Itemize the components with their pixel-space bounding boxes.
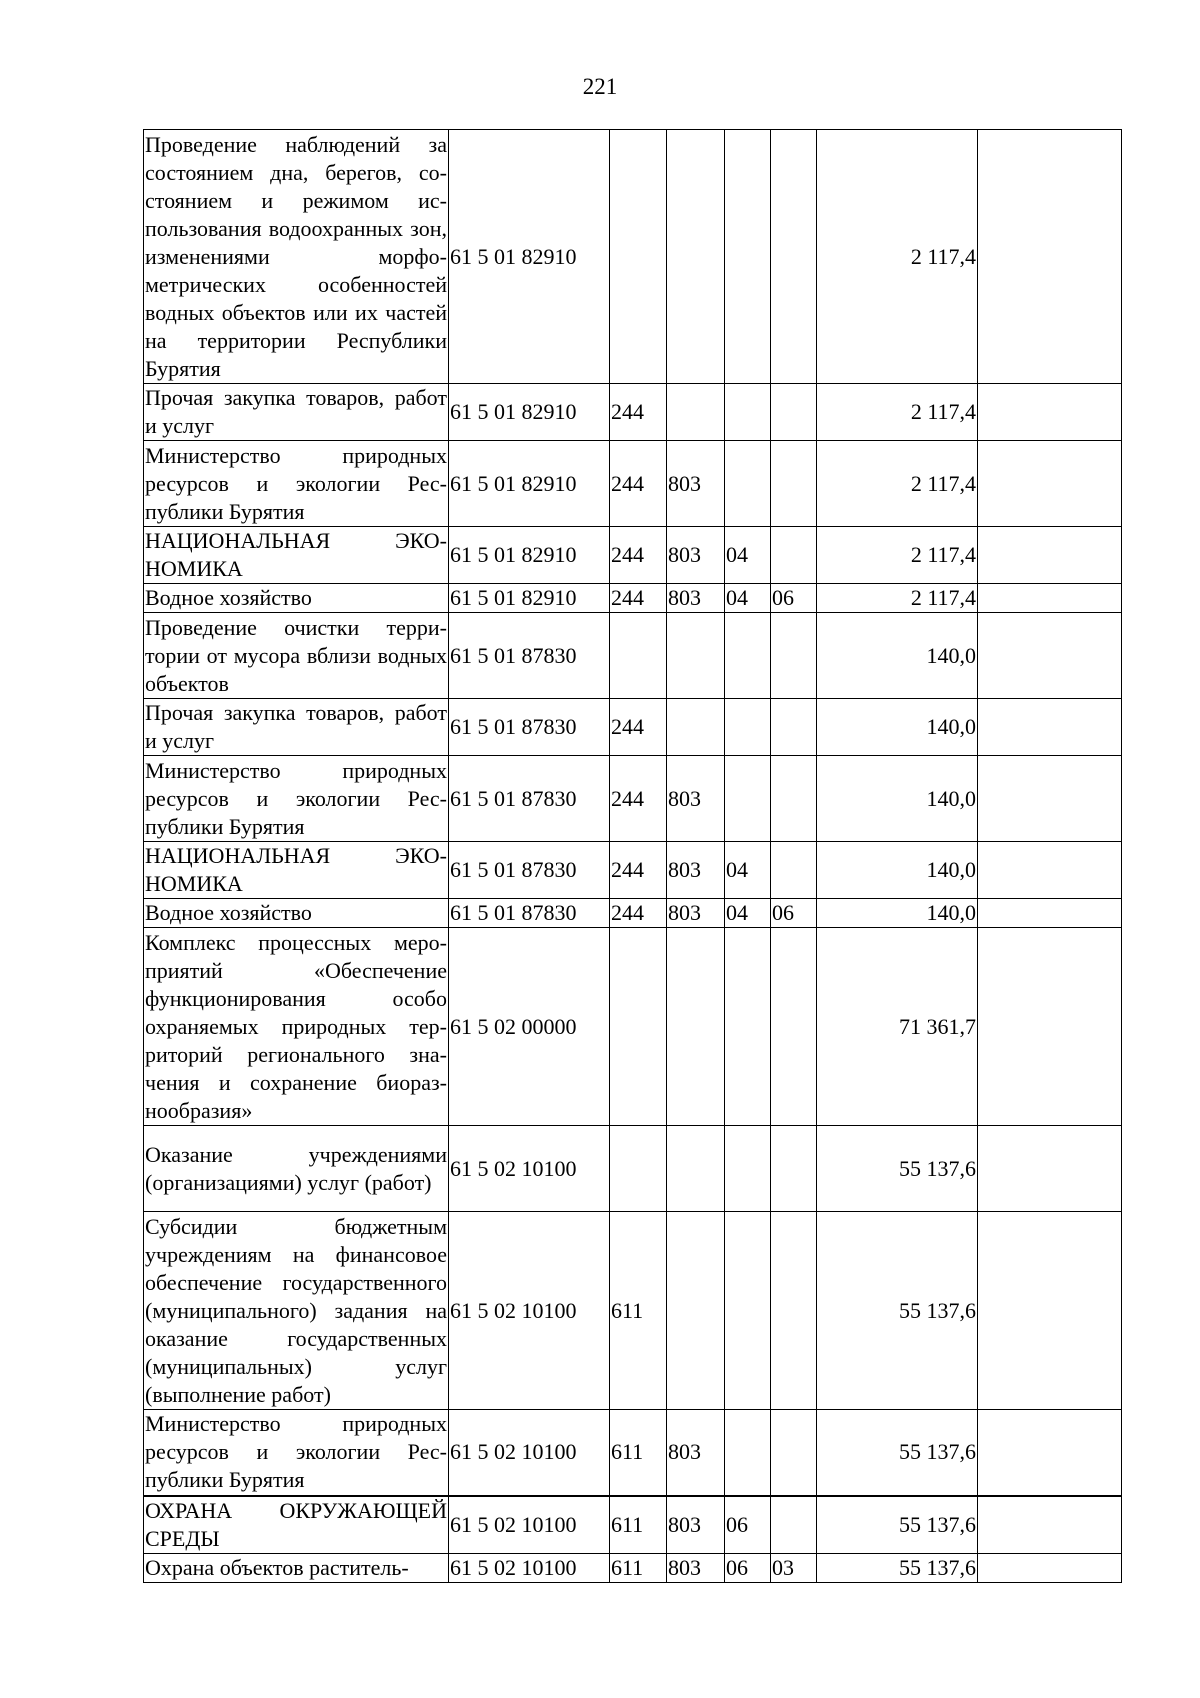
row-name: Прочая закупка товаров, работ и услуг	[144, 384, 449, 441]
row-expense-type: 611	[610, 1553, 667, 1582]
row-target-code: 61 5 01 87830	[449, 899, 610, 928]
row-target-code: 61 5 01 82910	[449, 527, 610, 584]
row-name: Проведение очистки территории от мусора вблизи водных объектов	[144, 613, 449, 699]
row-section	[725, 928, 771, 1126]
row-subsection	[771, 1410, 817, 1496]
row-name: Оказание учреждениями (организациями) услуг (работ)	[144, 1126, 449, 1212]
row-section: 04	[725, 899, 771, 928]
row-empty-cell	[978, 756, 1122, 842]
row-amount: 140,0	[817, 899, 978, 928]
row-section	[725, 441, 771, 527]
row-amount: 55 137,6	[817, 1410, 978, 1496]
row-empty-cell	[978, 1410, 1122, 1496]
row-target-code: 61 5 01 87830	[449, 699, 610, 756]
row-name: Водное хозяйство	[144, 584, 449, 613]
budget-table	[143, 129, 1122, 1583]
row-ministry-code	[667, 1126, 725, 1212]
row-target-code: 61 5 02 10100	[449, 1212, 610, 1410]
page-number: 221	[582, 74, 618, 99]
row-name: Субсидии бюджетным учреждениям на финансовое обеспечение государственного (муниципального) задания на оказание государственных (муниципальных) услуг (выполнение работ)	[144, 1212, 449, 1410]
row-empty-cell	[978, 527, 1122, 584]
row-amount: 2 117,4	[817, 130, 978, 384]
row-name: Комплекс процессных мероприятий «Обеспечение функционирования особо охраняемых природных территорий регионального значения и сохранение биоразнообразия»	[144, 928, 449, 1126]
table-row	[144, 928, 1122, 1126]
row-target-code: 61 5 02 10100	[449, 1126, 610, 1212]
row-ministry-code: 803	[667, 1496, 725, 1554]
row-name: Министерство природных ресурсов и экологии Республики Бурятия	[144, 1410, 449, 1496]
row-expense-type: 244	[610, 699, 667, 756]
table-row	[144, 1553, 1122, 1582]
row-ministry-code: 803	[667, 584, 725, 613]
row-target-code: 61 5 01 82910	[449, 130, 610, 384]
row-subsection	[771, 1126, 817, 1212]
row-amount: 140,0	[817, 699, 978, 756]
row-expense-type: 611	[610, 1496, 667, 1554]
budget-table-body	[144, 130, 1122, 1583]
row-ministry-code: 803	[667, 1553, 725, 1582]
row-ministry-code: 803	[667, 1410, 725, 1496]
row-subsection	[771, 1496, 817, 1554]
table-row	[144, 899, 1122, 928]
table-row	[144, 1410, 1122, 1496]
row-subsection	[771, 613, 817, 699]
row-empty-cell	[978, 384, 1122, 441]
row-section	[725, 699, 771, 756]
row-ministry-code	[667, 699, 725, 756]
row-expense-type	[610, 1126, 667, 1212]
row-target-code: 61 5 01 87830	[449, 613, 610, 699]
row-ministry-code	[667, 130, 725, 384]
row-target-code: 61 5 02 10100	[449, 1496, 610, 1554]
row-empty-cell	[978, 584, 1122, 613]
row-section	[725, 1126, 771, 1212]
row-amount: 55 137,6	[817, 1212, 978, 1410]
row-section: 04	[725, 842, 771, 899]
row-empty-cell	[978, 842, 1122, 899]
row-target-code: 61 5 01 87830	[449, 756, 610, 842]
row-amount: 55 137,6	[817, 1553, 978, 1582]
table-row	[144, 842, 1122, 899]
row-empty-cell	[978, 441, 1122, 527]
row-empty-cell	[978, 699, 1122, 756]
table-row	[144, 130, 1122, 384]
row-amount: 140,0	[817, 756, 978, 842]
row-section	[725, 613, 771, 699]
table-row	[144, 441, 1122, 527]
row-ministry-code: 803	[667, 441, 725, 527]
row-ministry-code	[667, 928, 725, 1126]
row-target-code: 61 5 01 82910	[449, 584, 610, 613]
row-expense-type: 244	[610, 899, 667, 928]
row-expense-type	[610, 130, 667, 384]
row-ministry-code: 803	[667, 842, 725, 899]
row-target-code: 61 5 01 87830	[449, 842, 610, 899]
row-empty-cell	[978, 1212, 1122, 1410]
row-name: Проведение наблюдений за состоянием дна, берегов, состоянием и режимом использования водоохранных зон, изменениями морфометрических особенностей водных объектов или их частей на территории Республики Бурятия	[144, 130, 449, 384]
row-target-code: 61 5 02 10100	[449, 1410, 610, 1496]
table-row	[144, 384, 1122, 441]
table-row	[144, 1496, 1122, 1554]
row-ministry-code: 803	[667, 527, 725, 584]
row-expense-type	[610, 928, 667, 1126]
row-ministry-code: 803	[667, 899, 725, 928]
row-target-code: 61 5 02 10100	[449, 1553, 610, 1582]
row-subsection	[771, 130, 817, 384]
row-expense-type: 244	[610, 441, 667, 527]
table-row	[144, 756, 1122, 842]
row-expense-type: 244	[610, 584, 667, 613]
row-empty-cell	[978, 899, 1122, 928]
row-section: 06	[725, 1553, 771, 1582]
row-subsection	[771, 384, 817, 441]
row-amount: 2 117,4	[817, 384, 978, 441]
row-section	[725, 1212, 771, 1410]
row-name: Водное хозяйство	[144, 899, 449, 928]
table-row	[144, 527, 1122, 584]
row-amount: 2 117,4	[817, 527, 978, 584]
row-section	[725, 384, 771, 441]
row-name: НАЦИОНАЛЬНАЯ ЭКОНОМИКА	[144, 527, 449, 584]
row-subsection	[771, 928, 817, 1126]
row-section	[725, 1410, 771, 1496]
row-subsection	[771, 1212, 817, 1410]
row-name: Прочая закупка товаров, работ и услуг	[144, 699, 449, 756]
table-row	[144, 1212, 1122, 1410]
row-section	[725, 756, 771, 842]
table-row	[144, 613, 1122, 699]
row-subsection	[771, 527, 817, 584]
row-name: Министерство природных ресурсов и экологии Республики Бурятия	[144, 756, 449, 842]
row-amount: 140,0	[817, 613, 978, 699]
row-name: НАЦИОНАЛЬНАЯ ЭКОНОМИКА	[144, 842, 449, 899]
row-target-code: 61 5 02 00000	[449, 928, 610, 1126]
row-subsection	[771, 842, 817, 899]
row-subsection: 06	[771, 899, 817, 928]
row-ministry-code	[667, 1212, 725, 1410]
table-row	[144, 584, 1122, 613]
row-expense-type: 244	[610, 756, 667, 842]
table-row	[144, 699, 1122, 756]
row-amount: 2 117,4	[817, 441, 978, 527]
row-subsection	[771, 441, 817, 527]
row-expense-type: 611	[610, 1212, 667, 1410]
row-subsection: 06	[771, 584, 817, 613]
row-ministry-code	[667, 613, 725, 699]
row-empty-cell	[978, 1553, 1122, 1582]
row-empty-cell	[978, 613, 1122, 699]
row-empty-cell	[978, 1496, 1122, 1554]
row-amount: 2 117,4	[817, 584, 978, 613]
row-expense-type: 244	[610, 842, 667, 899]
row-subsection	[771, 699, 817, 756]
row-expense-type	[610, 613, 667, 699]
row-amount: 55 137,6	[817, 1126, 978, 1212]
row-amount: 55 137,6	[817, 1496, 978, 1554]
row-ministry-code: 803	[667, 756, 725, 842]
row-empty-cell	[978, 130, 1122, 384]
row-subsection	[771, 756, 817, 842]
row-expense-type: 244	[610, 527, 667, 584]
row-amount: 71 361,7	[817, 928, 978, 1126]
row-section: 04	[725, 584, 771, 613]
row-name: Министерство природных ресурсов и экологии Республики Бурятия	[144, 441, 449, 527]
row-section	[725, 130, 771, 384]
row-empty-cell	[978, 928, 1122, 1126]
row-section: 06	[725, 1496, 771, 1554]
row-name: ОХРАНА ОКРУЖАЮЩЕЙ СРЕДЫ	[144, 1496, 449, 1554]
row-target-code: 61 5 01 82910	[449, 384, 610, 441]
row-amount: 140,0	[817, 842, 978, 899]
row-target-code: 61 5 01 82910	[449, 441, 610, 527]
row-ministry-code	[667, 384, 725, 441]
row-expense-type: 611	[610, 1410, 667, 1496]
row-empty-cell	[978, 1126, 1122, 1212]
row-subsection: 03	[771, 1553, 817, 1582]
row-name: Охрана объектов раститель-	[144, 1553, 449, 1582]
row-expense-type: 244	[610, 384, 667, 441]
row-section: 04	[725, 527, 771, 584]
table-row	[144, 1126, 1122, 1212]
